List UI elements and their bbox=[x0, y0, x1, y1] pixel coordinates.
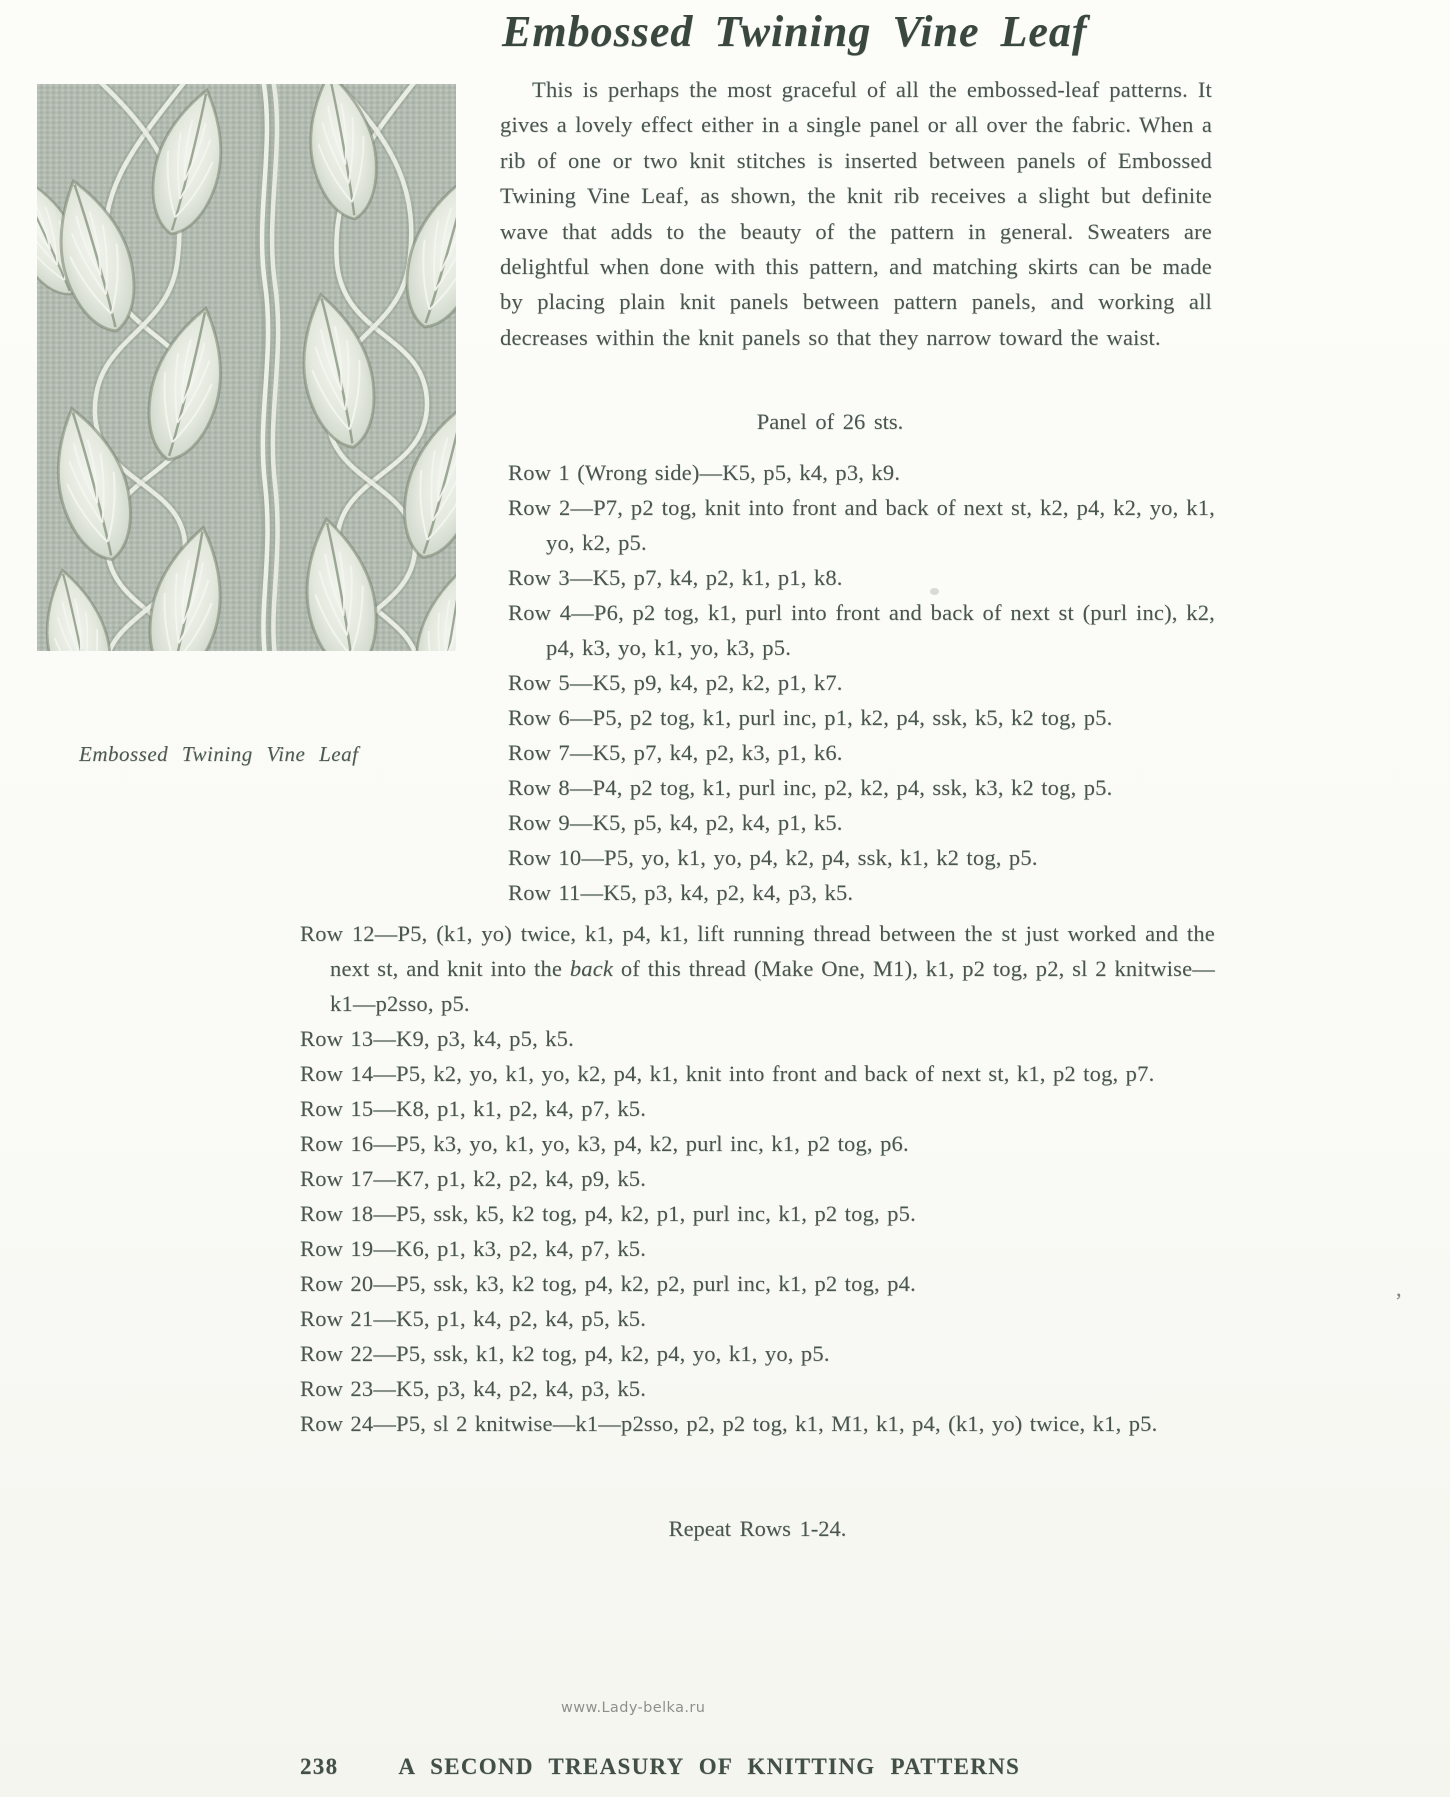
page-title: Embossed Twining Vine Leaf bbox=[502, 7, 1088, 56]
pattern-rows-12-24 bbox=[300, 916, 1215, 1441]
pattern-row: Row 7—K5, p7, k4, p2, k3, p1, k6. bbox=[508, 740, 843, 765]
pattern-row: Row 2—P7, p2 tog, knit into front and back of next st, k2, p4, k2, yo, k1, yo, k2, p5. bbox=[508, 495, 1215, 555]
pattern-row: Row 15—K8, p1, k1, p2, k4, p7, k5. bbox=[300, 1096, 647, 1121]
pattern-row: Row 5—K5, p9, k4, p2, k2, p1, k7. bbox=[508, 670, 843, 695]
pattern-row: Row 23—K5, p3, k4, p2, k4, p3, k5. bbox=[300, 1376, 647, 1401]
knitting-fabric-illustration bbox=[37, 84, 456, 651]
pattern-row: Row 11—K5, p3, k4, p2, k4, p3, k5. bbox=[508, 880, 854, 905]
pattern-rows-1-11 bbox=[508, 455, 1215, 910]
pattern-row: Row 22—P5, ssk, k1, k2 tog, p4, k2, p4, yo, k1, yo, p5. bbox=[300, 1341, 830, 1366]
pattern-row: Row 16—P5, k3, yo, k1, yo, k3, p4, k2, purl inc, k1, p2 tog, p6. bbox=[300, 1131, 909, 1156]
pattern-row: Row 19—K6, p1, k3, p2, k4, p7, k5. bbox=[300, 1236, 647, 1261]
page-footer bbox=[300, 1754, 1020, 1780]
pattern-row: Row 24—P5, sl 2 knitwise—k1—p2sso, p2, p2 tog, k1, M1, k1, p4, (k1, yo) twice, k1, p5. bbox=[300, 1411, 1158, 1436]
pattern-photo bbox=[37, 84, 456, 766]
pattern-row: Row 21—K5, p1, k4, p2, k4, p5, k5. bbox=[300, 1306, 647, 1331]
intro-paragraph: This is perhaps the most graceful of all the embossed-leaf patterns. It gives a lovely effect either in a single panel or all over the fabric. When a rib of one or two knit stitches is inserted between panels of Embossed Twining Vine Leaf, as shown, the knit rib receives a slight but definite wave that adds to the beauty of the pattern in general. Sweaters are delightful when done with this pattern, and matching skirts can be made by placing plain knit panels between pattern panels, and working all decreases within the knit panels so that they narrow toward the waist. bbox=[500, 77, 1212, 350]
pattern-row: Row 10—P5, yo, k1, yo, p4, k2, p4, ssk, k1, k2 tog, p5. bbox=[508, 845, 1038, 870]
pattern-row: Row 1 (Wrong side)—K5, p5, k4, p3, k9. bbox=[508, 460, 901, 485]
book-title: A SECOND TREASURY OF KNITTING PATTERNS bbox=[398, 1754, 1021, 1779]
photo-caption: Embossed Twining Vine Leaf bbox=[79, 742, 359, 766]
scan-artifact-mark: , bbox=[1396, 1276, 1402, 1301]
scan-smudge bbox=[930, 588, 939, 595]
pattern-row: Row 6—P5, p2 tog, k1, purl inc, p1, k2, p4, ssk, k5, k2 tog, p5. bbox=[508, 705, 1113, 730]
pattern-row: Row 8—P4, p2 tog, k1, purl inc, p2, k2, p4, ssk, k3, k2 tog, p5. bbox=[508, 775, 1113, 800]
pattern-row: Row 12—P5, (k1, yo) twice, k1, p4, k1, lift running thread between the st just worked and the next st, and knit into the back of this thread (Make One, M1), k1, p2 tog, p2, sl 2 knitwise—k1—p2sso, p5. bbox=[300, 921, 1216, 1016]
page-number: 238 bbox=[300, 1754, 339, 1779]
pattern-row: Row 4—P6, p2 tog, k1, purl into front and back of next st (purl inc), k2, p4, k3, yo, k1, yo, k3, p5. bbox=[508, 600, 1215, 660]
panel-size-label: Panel of 26 sts. bbox=[756, 409, 904, 434]
pattern-row: Row 17—K7, p1, k2, p2, k4, p9, k5. bbox=[300, 1166, 647, 1191]
pattern-row: Row 13—K9, p3, k4, p5, k5. bbox=[300, 1026, 574, 1051]
pattern-row: Row 9—K5, p5, k4, p2, k4, p1, k5. bbox=[508, 810, 843, 835]
repeat-instruction: Repeat Rows 1-24. bbox=[668, 1516, 847, 1541]
pattern-row: Row 14—P5, k2, yo, k1, yo, k2, p4, k1, knit into front and back of next st, k1, p2 tog, p7. bbox=[300, 1061, 1155, 1086]
pattern-row: Row 18—P5, ssk, k5, k2 tog, p4, k2, p1, purl inc, k1, p2 tog, p5. bbox=[300, 1201, 916, 1226]
watermark-url: www.Lady-belka.ru bbox=[561, 1700, 706, 1716]
pattern-row: Row 20—P5, ssk, k3, k2 tog, p4, k2, p2, purl inc, k1, p2 tog, p4. bbox=[300, 1271, 916, 1296]
pattern-row: Row 3—K5, p7, k4, p2, k1, p1, k8. bbox=[508, 565, 843, 590]
